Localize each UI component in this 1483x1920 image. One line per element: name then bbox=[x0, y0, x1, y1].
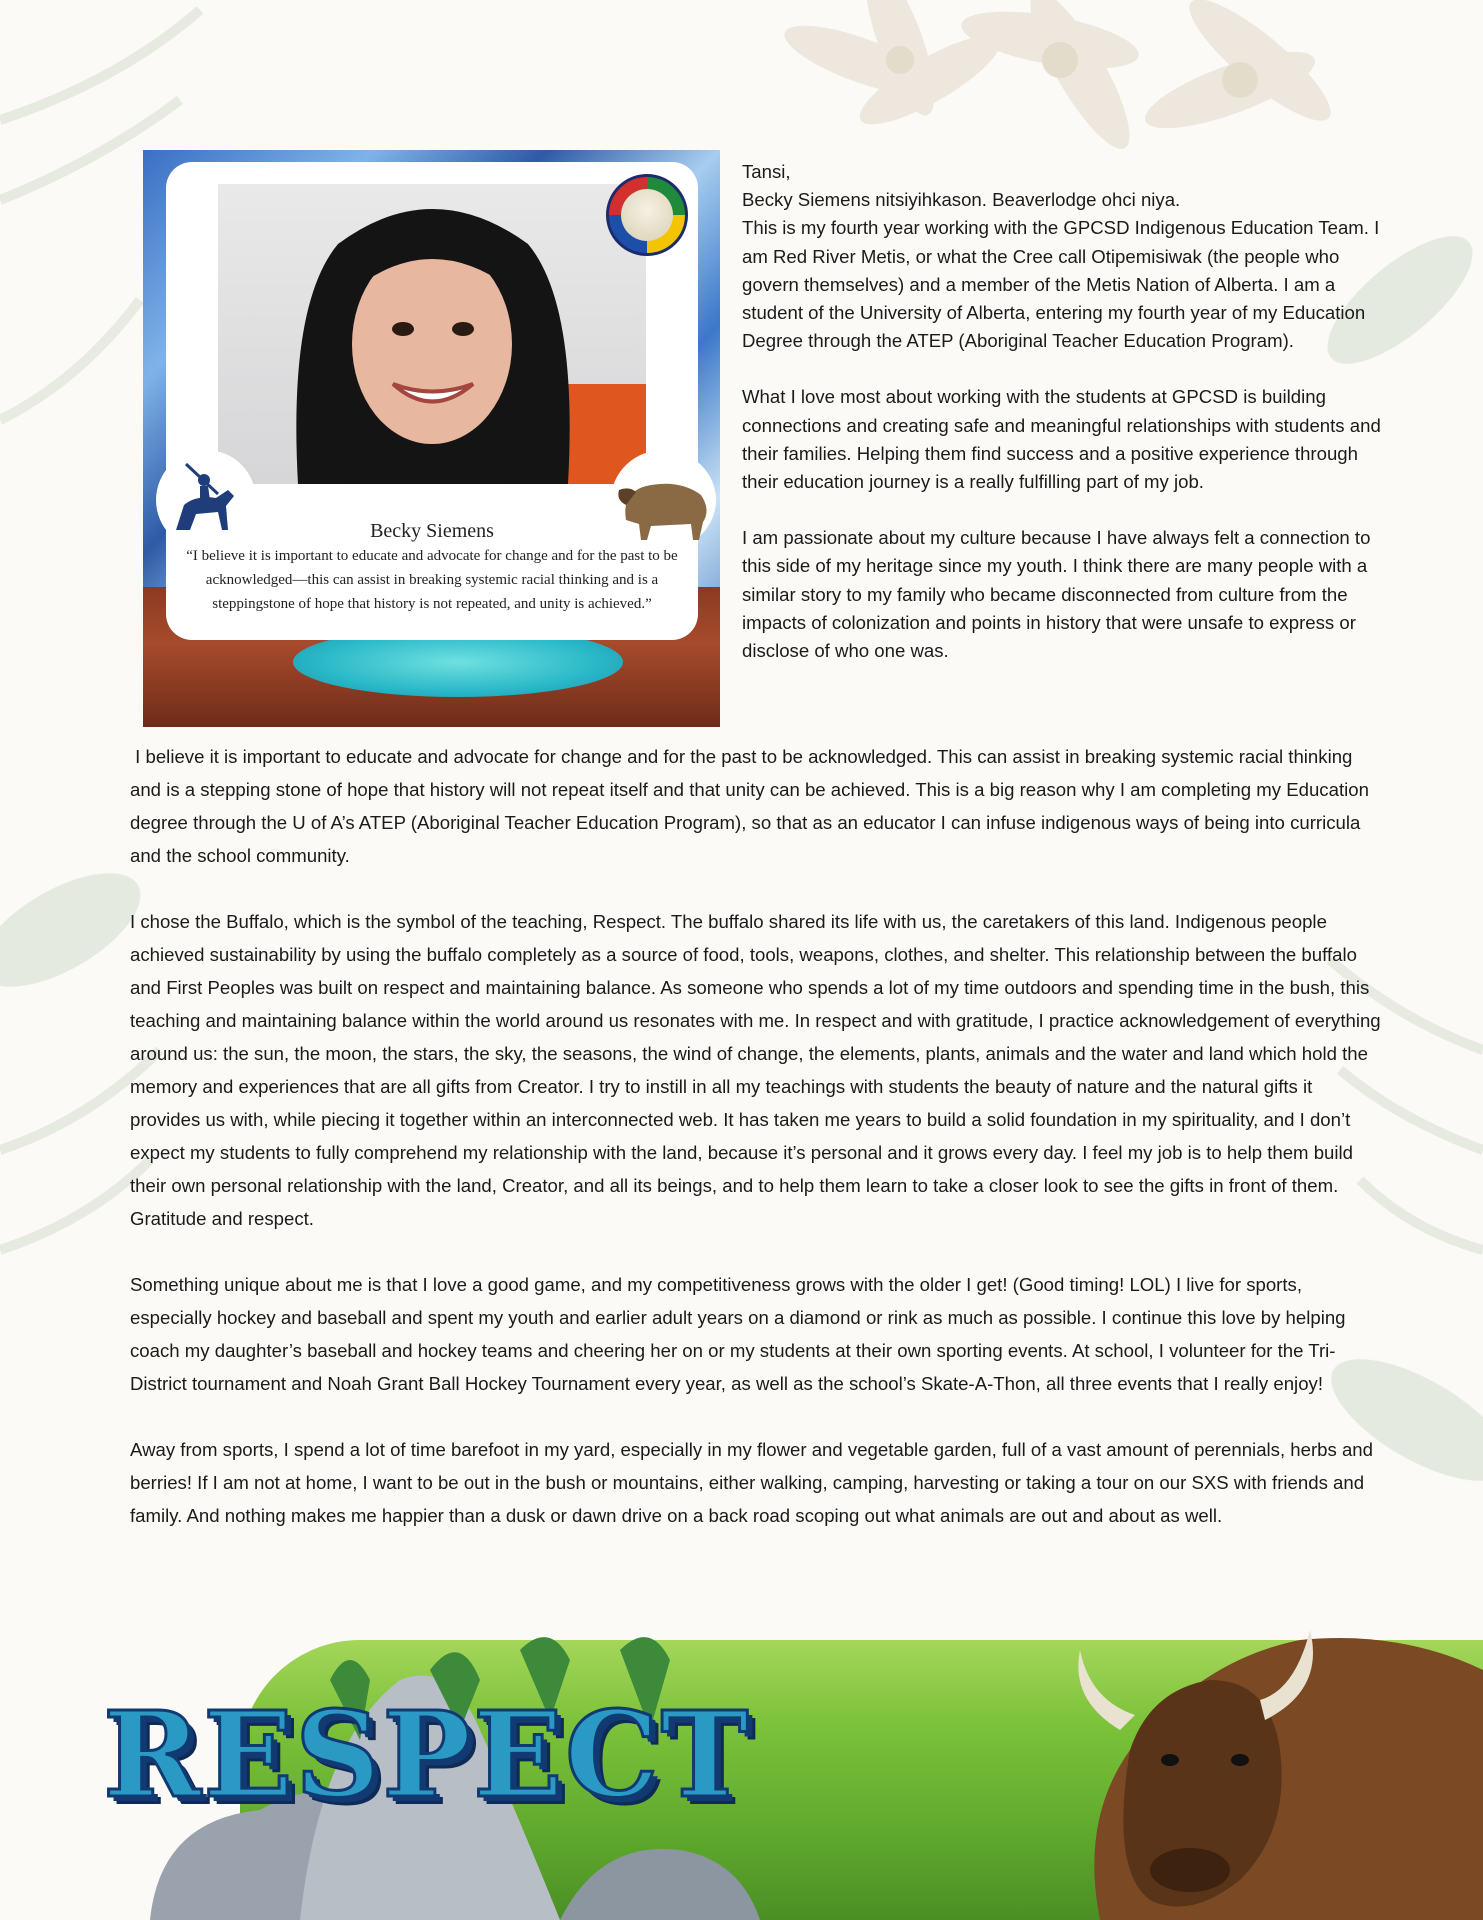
intro-name-line: Becky Siemens nitsiyihkason. Beaverlodge ohci niya. bbox=[742, 189, 1181, 211]
respect-title: RESPECT bbox=[103, 1685, 751, 1824]
card-name: Becky Siemens bbox=[370, 520, 494, 542]
profile-card bbox=[143, 150, 720, 727]
body-paragraph-1: I believe it is important to educate and advocate for change and for the past to be acknowledged. This can assist in breaking systemic racial thinking and is a stepping stone of hope that history will not repeat itself and that unity can be achieved. This is a big reason why I am completing my Education degree through the U of A’s ATEP (Aboriginal Teacher Education Program), so that as an educator I can infuse indigenous ways of being into curricula and the school community. bbox=[130, 746, 1375, 866]
indigenous-education-logo-icon bbox=[606, 174, 688, 256]
body-paragraph-4: Away from sports, I spend a lot of time barefoot in my yard, especially in my flower and vegetable garden, full of a vast amount of perennials, herbs and berries! If I am not at home, I want to be out in the bush or mountains, either walking, camping, harvesting or taking a tour on our SXS with friends and family. And nothing makes me happier than a dusk or dawn drive on a back road scoping out what animals are out and about as well. bbox=[130, 1439, 1373, 1526]
intro-section bbox=[742, 158, 1382, 693]
body-paragraph-2: I chose the Buffalo, which is the symbol of the teaching, Respect. The buffalo shared its life with us, the caretakers of this land. Indigenous people achieved sustainability by using the buffalo completely as a source of food, tools, weapons, clothes, and shelter. This relationship between the buffalo and First Peoples was built on respect and maintaining balance. As someone who spends a lot of my time outdoors and spending time in the bush, this teaching and maintaining balance within the world around us resonates with me. In respect and with gratitude, I practice acknowledgement of everything around us: the sun, the moon, the stars, the sky, the seasons, the wind of change, the elements, plants, animals and the water and land which hold the memory and experiences that are all gifts from Creator. I try to instill in all my teachings with students the beauty of nature and the natural gifts it provides us with, while piecing it together within an interconnected web. It has taken me years to build a solid foundation in my spirituality, and I don’t expect my students to fully comprehend my relationship with the land, because it’s personal and it grows every day. I feel my job is to help them build their own personal relationship with the land, Creator, and all its beings, and to help them learn to take a closer look to see the gifts in front of them. Gratitude and respect. bbox=[130, 911, 1381, 1229]
body-section bbox=[130, 740, 1382, 1565]
card-quote: “I believe it is important to educate and advocate for change and for the past to be acknowledged—this can assist in breaking systemic racial thinking and is a steppingstone of hope that history is not repeated, and unity is achieved.” bbox=[186, 548, 678, 612]
profile-photo bbox=[218, 184, 646, 484]
buffalo-illustration-icon bbox=[1040, 1580, 1483, 1920]
intro-background-line: This is my fourth year working with the GPCSD Indigenous Education Team. I am Red River Metis, or what the Cree call Otipemisiwak (the people who govern themselves) and a member of the Metis Nation of Alberta. I am a student of the University of Alberta, entering my fourth year of my Education Degree through the ATEP (Aboriginal Teacher Education Program). bbox=[742, 217, 1380, 352]
greeting: Tansi, bbox=[742, 161, 791, 182]
body-paragraph-3: Something unique about me is that I love a good game, and my competitiveness grows with the older I get! (Good timing! LOL) I live for sports, especially hockey and baseball and spent my youth and earlier adult years on a diamond or rink as much as possible. I continue this love by helping coach my daughter’s baseball and hockey teams and cheering her on or my students at their own sporting events. At school, I volunteer for the Tri-District tournament and Noah Grant Ball Hockey Tournament every year, as well as the school’s Skate-A-Thon, all three events that I really enjoy! bbox=[130, 1274, 1346, 1394]
profile-card-panel bbox=[166, 162, 698, 640]
intro-paragraph-2: What I love most about working with the students at GPCSD is building connections and creating safe and meaningful relationships with students and their families. Helping them find success and a positive experience through their education journey is a really fulfilling part of my job. bbox=[742, 386, 1381, 493]
portrait-illustration bbox=[218, 184, 646, 484]
intro-paragraph-3: I am passionate about my culture because I have always felt a connection to this side of my heritage since my youth. I think there are many people with a similar story to my family who became disconnected from culture from the impacts of colonization and points in history that were unsafe to express or disclose of who one was. bbox=[742, 527, 1371, 662]
